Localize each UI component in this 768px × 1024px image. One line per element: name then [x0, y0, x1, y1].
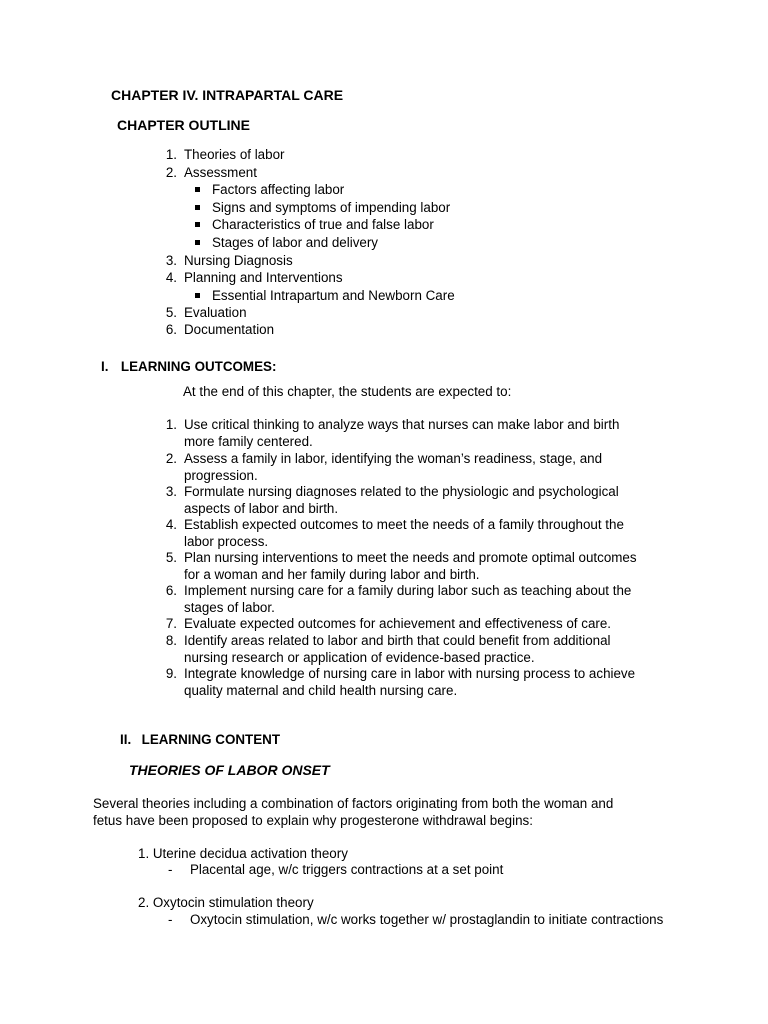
square-bullet-icon [195, 293, 200, 298]
outcome-number: 9. [165, 666, 177, 681]
outline-item-number: 3. [165, 253, 177, 268]
theory-detail-row [168, 861, 503, 878]
outcome-line: Use critical thinking to analyze ways that nurses can make labor and birth [184, 417, 620, 432]
outline-subitem-text: Essential Intrapartum and Newborn Care [212, 288, 455, 303]
outcome-number: 3. [165, 484, 177, 499]
outcome-line: nursing research or application of evidence-based practice. [184, 649, 535, 665]
square-bullet-icon [195, 240, 200, 245]
outline-item-number: 2. [165, 165, 177, 180]
outcome-line: Evaluate expected outcomes for achievement and effectiveness of care. [184, 616, 612, 631]
theory-detail: Placental age, w/c triggers contractions at a set point [189, 862, 504, 877]
outline-item-text: Theories of labor [184, 147, 285, 162]
outcome-line: Formulate nursing diagnoses related to the physiologic and psychological [184, 484, 619, 499]
outline-item-text: Documentation [184, 322, 275, 337]
outline-item-number: 1. [165, 147, 177, 162]
outline-heading: CHAPTER OUTLINE [117, 117, 250, 133]
outcome-number: 8. [165, 633, 177, 648]
theories-subheading: THEORIES OF LABOR ONSET [129, 762, 330, 778]
learning-outcomes-intro: At the end of this chapter, the students are expected to: [183, 384, 512, 399]
square-bullet-icon [195, 222, 200, 227]
outline-item-text: Assessment [184, 165, 257, 180]
outcome-line: Integrate knowledge of nursing care in labor with nursing process to achieve [184, 666, 636, 681]
theory-title: 2. Oxytocin stimulation theory [138, 895, 314, 910]
outline-subitem-text: Factors affecting labor [212, 182, 345, 197]
outcome-line: Implement nursing care for a family during labor such as teaching about the [184, 583, 632, 598]
outline-item-number: 6. [165, 322, 177, 337]
outcome-line: more family centered. [184, 433, 313, 449]
outline-item-text: Evaluation [184, 305, 247, 320]
outcome-line: for a woman and her family during labor and birth. [184, 566, 480, 582]
outcome-line: stages of labor. [184, 599, 275, 615]
outline-item-text: Nursing Diagnosis [184, 253, 293, 268]
square-bullet-icon [195, 187, 200, 192]
theory-title: 1. Uterine decidua activation theory [138, 846, 348, 861]
paragraph-line: fetus have been proposed to explain why progesterone withdrawal begins: [93, 813, 533, 828]
outline-subitem-text: Signs and symptoms of impending labor [212, 200, 451, 215]
theory-detail-row [168, 911, 663, 928]
intro-paragraph [93, 795, 613, 829]
outline-item-number: 5. [165, 305, 177, 320]
outline-item-number: 4. [165, 270, 177, 285]
outcome-number: 4. [165, 517, 177, 532]
outcome-number: 6. [165, 583, 177, 598]
learning-outcomes-heading [101, 358, 276, 375]
dash-bullet: - [168, 862, 173, 877]
square-bullet-icon [195, 205, 200, 210]
outline-subitem-text: Characteristics of true and false labor [212, 217, 434, 232]
outcome-line: Plan nursing interventions to meet the needs and promote optimal outcomes [184, 550, 637, 565]
outcome-line: aspects of labor and birth. [184, 500, 339, 516]
dash-bullet: - [168, 912, 173, 927]
chapter-title: CHAPTER IV. INTRAPARTAL CARE [111, 87, 344, 103]
outcome-number: 7. [165, 616, 177, 631]
theory-detail: Oxytocin stimulation, w/c works together w/ prostaglandin to initiate contractions [189, 912, 664, 927]
outcome-number: 1. [165, 417, 177, 432]
outcome-number: 2. [165, 451, 177, 466]
section-title: LEARNING CONTENT [141, 732, 281, 747]
section-number: II. [120, 732, 132, 747]
paragraph-line: Several theories including a combination of factors originating from both the woman and [93, 796, 614, 811]
outcome-line: Assess a family in labor, identifying the woman’s readiness, stage, and [184, 451, 603, 466]
section-number: I. [101, 359, 109, 374]
outcome-line: progression. [184, 467, 258, 483]
outcome-number: 5. [165, 550, 177, 565]
outline-item-text: Planning and Interventions [184, 270, 343, 285]
outcome-line: quality maternal and child health nursing care. [184, 682, 458, 698]
learning-content-heading [120, 731, 280, 748]
section-title: LEARNING OUTCOMES: [120, 359, 277, 374]
outline-subitem-text: Stages of labor and delivery [212, 235, 378, 250]
outcome-line: labor process. [184, 533, 269, 549]
outcome-line: Establish expected outcomes to meet the needs of a family throughout the [184, 517, 624, 532]
outcome-line: Identify areas related to labor and birth that could benefit from additional [184, 633, 611, 648]
